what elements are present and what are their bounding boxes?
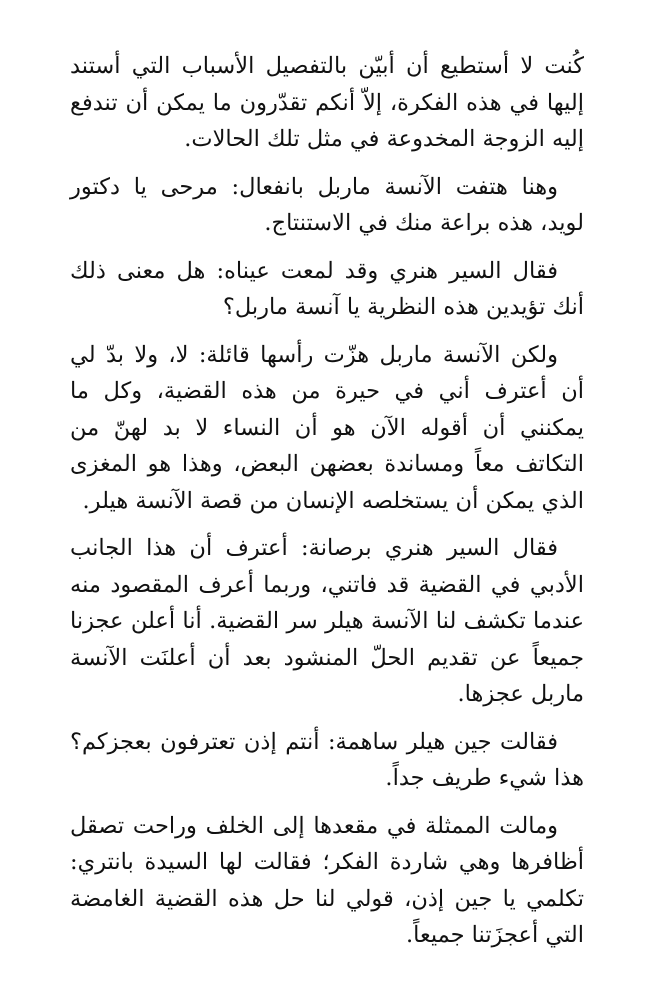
book-page — [70, 48, 584, 965]
paragraph-1: كُنت لا أستطيع أن أبيّن بالتفصيل الأسباب التي أستند إليها في هذه الفكرة، إلاّ أنكم تقدّرون ما يمكن أن تندفع إليه الزوجة المخدوعة في مثل تلك الحالات. — [70, 53, 584, 152]
paragraph-2: وهنا هتفت الآنسة ماربل بانفعال: مرحى يا دكتور لويد، هذه براعة منك في الاستنتاج. — [70, 173, 584, 236]
paragraph-6: فقالت جين هيلر ساهمة: أنتم إذن تعترفون بعجزكم؟ هذا شيء طريف جداً. — [70, 728, 584, 791]
paragraph-5: فقال السير هنري برصانة: أعترف أن هذا الجانب الأدبي في القضية قد فاتني، وربما أعرف المقصود منه عندما تكشف لنا الآنسة هيلر سر القضية. أنا أعلن عجزنا جميعاً عن تقديم الحلّ المنشود بعد أن أعلنَت الآنسة ماربل عجزها. — [70, 535, 584, 707]
paragraph-4: ولكن الآنسة ماربل هزّت رأسها قائلة: لا، ولا بدّ لي أن أعترف أني في حيرة من هذه القضية، وكل ما يمكنني أن أقوله الآن هو أن النساء لا بد لهنّ من التكاتف معاً ومساندة بعضهن البعض، وهذا هو المغزى الذي يمكن أن يستخلصه الإنسان من قصة الآنسة هيلر. — [70, 341, 584, 514]
paragraph-7: ومالت الممثلة في مقعدها إلى الخلف وراحت تصقل أظافرها وهي شاردة الفكر؛ فقالت لها السيدة بانتري: تكلمي يا جين إذن، قولي لنا حل هذه القضية الغامضة التي أعجزَتنا جميعاً. — [70, 812, 584, 948]
paragraph-3: فقال السير هنري وقد لمعت عيناه: هل معنى ذلك أنك تؤيدين هذه النظرية يا آنسة ماربل؟ — [70, 257, 584, 320]
